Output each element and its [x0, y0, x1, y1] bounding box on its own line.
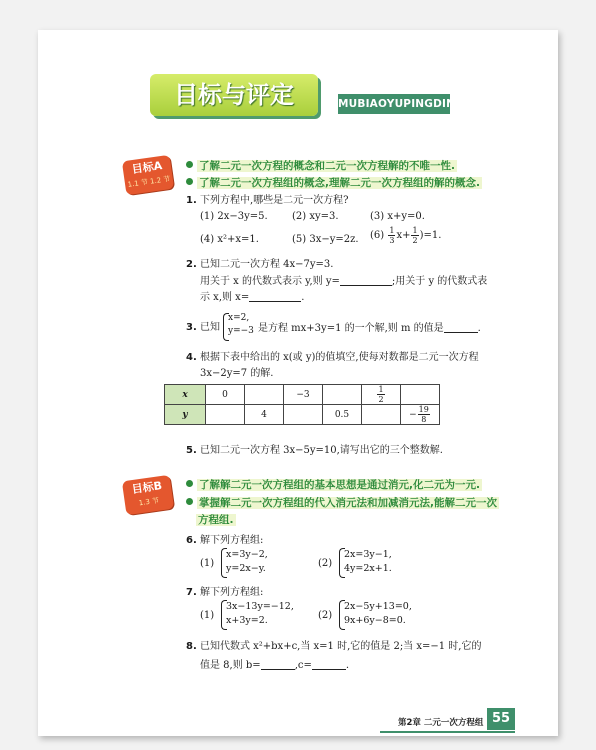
question-7-stem: 7. 解下列方程组: — [186, 587, 264, 598]
value-table — [164, 384, 440, 425]
answer-blank[interactable] — [444, 321, 478, 333]
table-cell[interactable] — [323, 385, 362, 405]
table-header-x: x — [165, 385, 206, 405]
table-row — [165, 385, 440, 405]
goal-b-item-2: 掌握解二元一次方程组的代入消元法和加减消元法,能解二元一次 — [186, 495, 499, 510]
goal-b-item-2-cont: 方程组. — [198, 514, 234, 526]
q7-part-1-system: 3x−13y=−12, x+3y=2. — [226, 601, 294, 626]
question-8-line-2: 值是 8,则 b= ,c= . — [200, 660, 350, 671]
table-cell: 4 — [245, 405, 284, 425]
q3-system: x=2, y=−3 — [228, 313, 254, 336]
q1-option-4: (4) x²+x=1. — [200, 234, 259, 245]
goal-a-badge-sections: 1.1 节 1.2 节 — [127, 174, 171, 189]
table-row — [165, 405, 440, 425]
goal-a-badge — [122, 155, 174, 195]
question-2-line-2: 用关于 x 的代数式表示 y,则 y= ;用关于 y 的代数式表 — [200, 276, 488, 287]
page-subtitle: MUBIAOYUPINGDING — [338, 94, 450, 114]
table-cell[interactable] — [245, 385, 284, 405]
table-cell: $\frac{1}{2}$ — [362, 385, 401, 405]
question-2-line-3: 示 x,则 x= . — [200, 292, 305, 303]
bullet-dot-icon — [186, 498, 193, 505]
q7-part-2-system: 2x−5y+13=0, 9x+6y−8=0. — [344, 601, 412, 626]
question-2-stem: 2. 已知二元一次方程 4x−7y=3. — [186, 259, 334, 270]
answer-blank[interactable] — [249, 290, 301, 302]
goal-b-badge — [122, 475, 174, 515]
answer-blank[interactable] — [261, 658, 295, 670]
table-cell: 0 — [206, 385, 245, 405]
bullet-dot-icon — [186, 480, 193, 487]
table-header-y: y — [165, 405, 206, 425]
q1-option-3: (3) x+y=0. — [370, 211, 425, 222]
answer-blank[interactable] — [312, 658, 346, 670]
question-4-stem: 4. 根据下表中给出的 x(或 y)的值填空,使每对数都是二元一次方程 — [186, 352, 479, 363]
goal-b-badge-sections: 1.3 节 — [138, 496, 160, 508]
question-4-line-2: 3x−2y=7 的解. — [200, 368, 274, 379]
table-cell[interactable] — [362, 405, 401, 425]
q7-part-1-label: (1) — [200, 610, 215, 621]
q1-option-2: (2) xy=3. — [292, 211, 339, 222]
question-3-text: 是方程 mx+3y=1 的一个解,则 m 的值是 . — [258, 323, 481, 334]
question-3-prefix: 3. 已知 — [186, 322, 220, 333]
table-cell[interactable] — [206, 405, 245, 425]
goal-b-item-1: 了解解二元一次方程组的基本思想是通过消元,化二元为一元. — [186, 477, 482, 492]
fraction: $\frac{1}{2}$ — [412, 226, 418, 245]
page-number: 55 — [487, 708, 515, 730]
q1-option-5: (5) 3x−y=2z. — [292, 234, 359, 245]
goal-a-item-2: 了解二元一次方程组的概念,理解二元一次方程组的解的概念. — [186, 175, 482, 190]
question-8-stem: 8. 已知代数式 x²+bx+c,当 x=1 时,它的值是 2;当 x=−1 时,它的 — [186, 641, 482, 652]
q6-part-1-system: x=3y−2, y=2x−y. — [226, 549, 268, 574]
question-6-stem: 6. 解下列方程组: — [186, 535, 264, 546]
chapter-footer: 第2章 二元一次方程组 — [398, 718, 484, 728]
bullet-dot-icon — [186, 161, 193, 168]
q7-part-2-label: (2) — [318, 610, 333, 621]
table-cell: 0.5 — [323, 405, 362, 425]
table-cell[interactable] — [284, 405, 323, 425]
footer-rule — [380, 731, 515, 733]
q6-part-1-label: (1) — [200, 558, 215, 569]
q6-part-2-system: 2x=3y−1, 4y=2x+1. — [344, 549, 392, 574]
table-cell[interactable] — [401, 385, 440, 405]
q1-option-6: (6) $\frac{1}{3}$ x+ $\frac{1}{2}$ )=1. — [370, 226, 442, 245]
bullet-dot-icon — [186, 178, 193, 185]
page-title: 目标与评定 — [150, 74, 318, 116]
question-5: 5. 已知二元一次方程 3x−5y=10,请写出它的三个整数解. — [186, 445, 443, 456]
goal-a-badge-title: 目标A — [130, 159, 163, 177]
q1-option-1: (1) 2x−3y=5. — [200, 211, 268, 222]
q6-part-2-label: (2) — [318, 558, 333, 569]
goal-b-badge-title: 目标B — [130, 479, 163, 497]
goal-a-item-1: 了解二元一次方程的概念和二元一次方程解的不唯一性. — [186, 158, 457, 173]
question-1-stem: 1. 下列方程中,哪些是二元一次方程? — [186, 195, 349, 206]
answer-blank[interactable] — [340, 274, 392, 286]
fraction: $\frac{1}{3}$ — [389, 226, 395, 245]
table-cell: − $\frac{19}{8}$ — [401, 405, 440, 425]
textbook-page — [38, 30, 558, 736]
table-cell: −3 — [284, 385, 323, 405]
